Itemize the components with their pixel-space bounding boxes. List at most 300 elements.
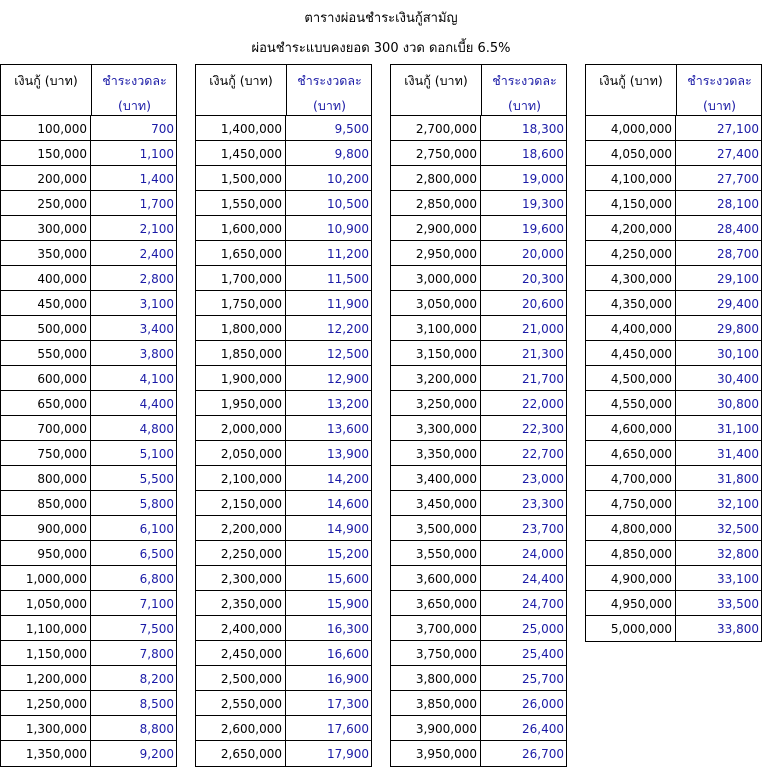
- table-row: [196, 116, 371, 141]
- payment-amount-cell: 29,100: [717, 272, 759, 286]
- loan-amount-cell: 4,300,000: [586, 266, 676, 290]
- payment-amount-cell: 14,900: [327, 522, 369, 536]
- table-row: [196, 291, 371, 316]
- loan-amount-cell: 2,950,000: [391, 241, 481, 265]
- table-row: [586, 116, 761, 141]
- table-row: [196, 666, 371, 691]
- payment-amount-cell: 10,200: [327, 172, 369, 186]
- table-row: [391, 316, 566, 341]
- payment-amount-cell: 26,700: [522, 747, 564, 761]
- table-row: [1, 366, 176, 391]
- table-row: [1, 641, 176, 666]
- loan-table-4: [585, 64, 762, 642]
- payment-amount-cell: 12,900: [327, 372, 369, 386]
- payment-amount-cell: 28,700: [717, 247, 759, 261]
- payment-amount-cell: 19,000: [522, 172, 564, 186]
- table-row: [391, 491, 566, 516]
- loan-amount-cell: 2,700,000: [391, 116, 481, 140]
- loan-amount-cell: 2,900,000: [391, 216, 481, 240]
- payment-amount-cell: 16,600: [327, 647, 369, 661]
- payment-amount-cell: 32,500: [717, 522, 759, 536]
- loan-amount-cell: 2,150,000: [196, 491, 286, 515]
- table-row: [1, 166, 176, 191]
- table-row: [586, 591, 761, 616]
- payment-amount-cell: 7,500: [139, 622, 174, 636]
- payment-amount-cell: 11,500: [327, 272, 369, 286]
- loan-amount-cell: 4,350,000: [586, 291, 676, 315]
- table-row: [586, 391, 761, 416]
- table-row: [196, 366, 371, 391]
- loan-amount-cell: 3,200,000: [391, 366, 481, 390]
- loan-amount-cell: 2,350,000: [196, 591, 286, 615]
- loan-amount-cell: 1,050,000: [1, 591, 91, 615]
- payment-amount-cell: 25,000: [522, 622, 564, 636]
- loan-amount-cell: 1,150,000: [1, 641, 91, 665]
- table-row: [1, 291, 176, 316]
- payment-unit-header: (บาท): [703, 98, 736, 113]
- table-row: [586, 416, 761, 441]
- payment-amount-cell: 20,600: [522, 297, 564, 311]
- loan-amount-cell: 150,000: [1, 141, 91, 165]
- table-row: [196, 641, 371, 666]
- payment-amount-cell: 9,500: [334, 122, 369, 136]
- payment-amount-cell: 30,800: [717, 397, 759, 411]
- table-row: [1, 441, 176, 466]
- loan-table-2: [195, 64, 372, 767]
- payment-amount-cell: 33,100: [717, 572, 759, 586]
- payment-amount-cell: 22,300: [522, 422, 564, 436]
- loan-amount-cell: 4,200,000: [586, 216, 676, 240]
- table-row: [1, 341, 176, 366]
- payment-amount-cell: 17,600: [327, 722, 369, 736]
- loan-amount-cell: 2,800,000: [391, 166, 481, 190]
- table-row: [586, 341, 761, 366]
- loan-amount-cell: 2,400,000: [196, 616, 286, 640]
- payment-header: ชำระงวดละ: [102, 73, 167, 88]
- table-row: [196, 391, 371, 416]
- payment-amount-cell: 1,700: [139, 197, 174, 211]
- payment-amount-cell: 13,600: [327, 422, 369, 436]
- table-row: [196, 491, 371, 516]
- payment-amount-cell: 7,100: [139, 597, 174, 611]
- payment-amount-cell: 6,500: [139, 547, 174, 561]
- loan-amount-cell: 750,000: [1, 441, 91, 465]
- payment-amount-cell: 13,200: [327, 397, 369, 411]
- table-row: [391, 366, 566, 391]
- table-row: [1, 566, 176, 591]
- payment-amount-cell: 30,400: [717, 372, 759, 386]
- payment-unit-header: (บาท): [508, 98, 541, 113]
- table-header: [391, 65, 566, 116]
- payment-amount-cell: 23,000: [522, 472, 564, 486]
- table-row: [391, 291, 566, 316]
- loan-amount-cell: 1,900,000: [196, 366, 286, 390]
- table-row: [1, 416, 176, 441]
- payment-header: ชำระงวดละ: [297, 73, 362, 88]
- payment-amount-cell: 22,700: [522, 447, 564, 461]
- loan-amount-cell: 3,950,000: [391, 741, 481, 766]
- table-row: [196, 316, 371, 341]
- table-row: [196, 466, 371, 491]
- payment-header: ชำระงวดละ: [687, 73, 752, 88]
- payment-amount-cell: 5,800: [139, 497, 174, 511]
- payment-amount-cell: 27,700: [717, 172, 759, 186]
- payment-amount-cell: 16,300: [327, 622, 369, 636]
- table-row: [586, 441, 761, 466]
- table-row: [586, 516, 761, 541]
- payment-amount-cell: 7,800: [139, 647, 174, 661]
- loan-amount-cell: 3,750,000: [391, 641, 481, 665]
- loan-amount-cell: 300,000: [1, 216, 91, 240]
- payment-amount-cell: 22,000: [522, 397, 564, 411]
- loan-amount-cell: 700,000: [1, 416, 91, 440]
- loan-amount-cell: 5,000,000: [586, 616, 676, 641]
- payment-amount-cell: 700: [151, 122, 174, 136]
- payment-amount-cell: 3,100: [139, 297, 174, 311]
- loan-amount-cell: 2,500,000: [196, 666, 286, 690]
- loan-amount-cell: 4,650,000: [586, 441, 676, 465]
- table-row: [391, 716, 566, 741]
- table-row: [391, 441, 566, 466]
- table-row: [586, 266, 761, 291]
- table-row: [586, 316, 761, 341]
- loan-amount-cell: 4,000,000: [586, 116, 676, 140]
- table-row: [196, 266, 371, 291]
- table-row: [391, 391, 566, 416]
- loan-amount-cell: 2,200,000: [196, 516, 286, 540]
- table-row: [196, 191, 371, 216]
- payment-amount-cell: 18,300: [522, 122, 564, 136]
- payment-amount-cell: 25,400: [522, 647, 564, 661]
- loan-amount-cell: 4,500,000: [586, 366, 676, 390]
- table-header: [196, 65, 371, 116]
- table-row: [391, 666, 566, 691]
- table-header: [586, 65, 761, 116]
- payment-amount-cell: 28,400: [717, 222, 759, 236]
- loan-amount-cell: 3,100,000: [391, 316, 481, 340]
- table-row: [196, 516, 371, 541]
- table-row: [1, 516, 176, 541]
- payment-amount-cell: 15,200: [327, 547, 369, 561]
- table-row: [1, 741, 176, 766]
- loan-amount-cell: 4,100,000: [586, 166, 676, 190]
- payment-amount-cell: 21,700: [522, 372, 564, 386]
- loan-amount-cell: 900,000: [1, 516, 91, 540]
- payment-amount-cell: 5,100: [139, 447, 174, 461]
- payment-amount-cell: 24,700: [522, 597, 564, 611]
- loan-amount-cell: 4,700,000: [586, 466, 676, 490]
- loan-amount-cell: 4,550,000: [586, 391, 676, 415]
- payment-amount-cell: 25,700: [522, 672, 564, 686]
- table-row: [1, 141, 176, 166]
- table-row: [586, 191, 761, 216]
- loan-amount-cell: 2,550,000: [196, 691, 286, 715]
- table-row: [1, 191, 176, 216]
- payment-amount-cell: 14,600: [327, 497, 369, 511]
- loan-amount-cell: 1,850,000: [196, 341, 286, 365]
- loan-amount-cell: 3,850,000: [391, 691, 481, 715]
- table-row: [196, 341, 371, 366]
- payment-unit-header: (บาท): [313, 98, 346, 113]
- payment-amount-cell: 6,100: [139, 522, 174, 536]
- table-row: [1, 666, 176, 691]
- payment-amount-cell: 33,500: [717, 597, 759, 611]
- loan-amount-cell: 4,900,000: [586, 566, 676, 590]
- page-subtitle: ผ่อนชำระแบบคงยอด 300 งวด ดอกเบี้ย 6.5%: [251, 41, 511, 56]
- payment-amount-cell: 8,500: [139, 697, 174, 711]
- loan-amount-cell: 3,650,000: [391, 591, 481, 615]
- loan-amount-cell: 4,600,000: [586, 416, 676, 440]
- loan-amount-cell: 2,600,000: [196, 716, 286, 740]
- loan-amount-cell: 350,000: [1, 241, 91, 265]
- table-row: [1, 316, 176, 341]
- loan-amount-cell: 3,050,000: [391, 291, 481, 315]
- loan-amount-cell: 2,300,000: [196, 566, 286, 590]
- payment-amount-cell: 1,400: [139, 172, 174, 186]
- payment-amount-cell: 31,800: [717, 472, 759, 486]
- payment-amount-cell: 4,100: [139, 372, 174, 386]
- payment-header: ชำระงวดละ: [492, 73, 557, 88]
- loan-amount-cell: 200,000: [1, 166, 91, 190]
- payment-amount-cell: 8,800: [139, 722, 174, 736]
- table-row: [196, 141, 371, 166]
- loan-amount-cell: 3,700,000: [391, 616, 481, 640]
- payment-amount-cell: 16,900: [327, 672, 369, 686]
- payment-amount-cell: 15,900: [327, 597, 369, 611]
- table-row: [196, 166, 371, 191]
- payment-amount-cell: 26,400: [522, 722, 564, 736]
- table-row: [391, 341, 566, 366]
- table-row: [1, 616, 176, 641]
- loan-amount-cell: 2,050,000: [196, 441, 286, 465]
- payment-amount-cell: 29,400: [717, 297, 759, 311]
- table-row: [1, 266, 176, 291]
- payment-amount-cell: 2,400: [139, 247, 174, 261]
- loan-amount-cell: 1,250,000: [1, 691, 91, 715]
- loan-header: เงินกู้ (บาท): [209, 73, 273, 88]
- table-row: [586, 216, 761, 241]
- payment-amount-cell: 24,400: [522, 572, 564, 586]
- loan-amount-cell: 1,650,000: [196, 241, 286, 265]
- table-row: [196, 566, 371, 591]
- table-row: [391, 741, 566, 766]
- table-row: [586, 616, 761, 641]
- loan-amount-cell: 3,450,000: [391, 491, 481, 515]
- table-row: [1, 391, 176, 416]
- loan-amount-cell: 2,650,000: [196, 741, 286, 766]
- loan-amount-cell: 1,300,000: [1, 716, 91, 740]
- loan-amount-cell: 600,000: [1, 366, 91, 390]
- table-row: [391, 116, 566, 141]
- table-row: [391, 266, 566, 291]
- loan-amount-cell: 3,000,000: [391, 266, 481, 290]
- table-row: [1, 241, 176, 266]
- table-row: [391, 566, 566, 591]
- payment-amount-cell: 27,100: [717, 122, 759, 136]
- loan-amount-cell: 1,400,000: [196, 116, 286, 140]
- loan-amount-cell: 4,150,000: [586, 191, 676, 215]
- payment-amount-cell: 24,000: [522, 547, 564, 561]
- table-row: [586, 566, 761, 591]
- table-row: [586, 491, 761, 516]
- table-row: [391, 541, 566, 566]
- payment-amount-cell: 2,100: [139, 222, 174, 236]
- loan-amount-cell: 950,000: [1, 541, 91, 565]
- payment-amount-cell: 17,300: [327, 697, 369, 711]
- loan-amount-cell: 2,450,000: [196, 641, 286, 665]
- table-row: [1, 691, 176, 716]
- payment-amount-cell: 4,800: [139, 422, 174, 436]
- payment-unit-header: (บาท): [118, 98, 151, 113]
- table-row: [586, 366, 761, 391]
- loan-amount-cell: 1,200,000: [1, 666, 91, 690]
- payment-amount-cell: 12,200: [327, 322, 369, 336]
- table-row: [586, 241, 761, 266]
- loan-amount-cell: 2,750,000: [391, 141, 481, 165]
- table-row: [391, 166, 566, 191]
- table-row: [391, 466, 566, 491]
- table-row: [586, 141, 761, 166]
- loan-amount-cell: 4,850,000: [586, 541, 676, 565]
- loan-amount-cell: 400,000: [1, 266, 91, 290]
- table-row: [196, 241, 371, 266]
- payment-amount-cell: 9,200: [139, 747, 174, 761]
- loan-amount-cell: 1,100,000: [1, 616, 91, 640]
- payment-amount-cell: 20,300: [522, 272, 564, 286]
- table-row: [586, 466, 761, 491]
- loan-amount-cell: 3,400,000: [391, 466, 481, 490]
- table-row: [1, 716, 176, 741]
- loan-amount-cell: 4,250,000: [586, 241, 676, 265]
- payment-amount-cell: 8,200: [139, 672, 174, 686]
- table-row: [391, 191, 566, 216]
- payment-amount-cell: 19,600: [522, 222, 564, 236]
- loan-amount-cell: 3,800,000: [391, 666, 481, 690]
- loan-table-3: [390, 64, 567, 767]
- payment-amount-cell: 5,500: [139, 472, 174, 486]
- loan-amount-cell: 4,750,000: [586, 491, 676, 515]
- table-row: [391, 691, 566, 716]
- loan-amount-cell: 4,400,000: [586, 316, 676, 340]
- loan-amount-cell: 1,500,000: [196, 166, 286, 190]
- table-row: [586, 541, 761, 566]
- loan-amount-cell: 1,550,000: [196, 191, 286, 215]
- payment-amount-cell: 31,400: [717, 447, 759, 461]
- payment-amount-cell: 32,100: [717, 497, 759, 511]
- table-row: [196, 441, 371, 466]
- payment-amount-cell: 12,500: [327, 347, 369, 361]
- table-row: [586, 166, 761, 191]
- table-row: [196, 741, 371, 766]
- loan-amount-cell: 250,000: [1, 191, 91, 215]
- loan-amount-cell: 3,300,000: [391, 416, 481, 440]
- table-row: [391, 641, 566, 666]
- loan-amount-cell: 1,950,000: [196, 391, 286, 415]
- payment-amount-cell: 31,100: [717, 422, 759, 436]
- table-row: [196, 541, 371, 566]
- loan-amount-cell: 1,000,000: [1, 566, 91, 590]
- loan-amount-cell: 3,250,000: [391, 391, 481, 415]
- payment-amount-cell: 28,100: [717, 197, 759, 211]
- payment-amount-cell: 30,100: [717, 347, 759, 361]
- table-row: [196, 691, 371, 716]
- payment-amount-cell: 15,600: [327, 572, 369, 586]
- payment-amount-cell: 27,400: [717, 147, 759, 161]
- loan-amount-cell: 2,850,000: [391, 191, 481, 215]
- table-row: [1, 591, 176, 616]
- payment-amount-cell: 21,300: [522, 347, 564, 361]
- loan-amount-cell: 550,000: [1, 341, 91, 365]
- loan-amount-cell: 100,000: [1, 116, 91, 140]
- table-row: [391, 216, 566, 241]
- payment-amount-cell: 32,800: [717, 547, 759, 561]
- payment-amount-cell: 9,800: [334, 147, 369, 161]
- loan-amount-cell: 3,600,000: [391, 566, 481, 590]
- page-title: ตารางผ่อนชำระเงินกู้สามัญ: [304, 11, 458, 26]
- payment-amount-cell: 18,600: [522, 147, 564, 161]
- loan-amount-cell: 3,500,000: [391, 516, 481, 540]
- loan-amount-cell: 500,000: [1, 316, 91, 340]
- payment-amount-cell: 29,800: [717, 322, 759, 336]
- table-row: [391, 141, 566, 166]
- payment-amount-cell: 33,800: [717, 622, 759, 636]
- payment-amount-cell: 19,300: [522, 197, 564, 211]
- payment-amount-cell: 23,300: [522, 497, 564, 511]
- payment-amount-cell: 14,200: [327, 472, 369, 486]
- loan-amount-cell: 4,800,000: [586, 516, 676, 540]
- payment-amount-cell: 10,900: [327, 222, 369, 236]
- loan-amount-cell: 1,600,000: [196, 216, 286, 240]
- loan-amount-cell: 4,950,000: [586, 591, 676, 615]
- table-row: [196, 591, 371, 616]
- table-row: [391, 241, 566, 266]
- loan-table-1: [0, 64, 177, 767]
- loan-amount-cell: 1,450,000: [196, 141, 286, 165]
- table-row: [391, 591, 566, 616]
- payment-amount-cell: 2,800: [139, 272, 174, 286]
- loan-amount-cell: 3,900,000: [391, 716, 481, 740]
- loan-amount-cell: 800,000: [1, 466, 91, 490]
- payment-amount-cell: 6,800: [139, 572, 174, 586]
- table-row: [196, 216, 371, 241]
- loan-amount-cell: 850,000: [1, 491, 91, 515]
- loan-amount-cell: 1,700,000: [196, 266, 286, 290]
- payment-amount-cell: 26,000: [522, 697, 564, 711]
- loan-amount-cell: 1,350,000: [1, 741, 91, 766]
- loan-amount-cell: 3,150,000: [391, 341, 481, 365]
- payment-amount-cell: 3,800: [139, 347, 174, 361]
- loan-amount-cell: 4,450,000: [586, 341, 676, 365]
- loan-amount-cell: 2,000,000: [196, 416, 286, 440]
- payment-amount-cell: 17,900: [327, 747, 369, 761]
- loan-header: เงินกู้ (บาท): [599, 73, 663, 88]
- payment-amount-cell: 11,900: [327, 297, 369, 311]
- table-row: [196, 416, 371, 441]
- loan-amount-cell: 1,750,000: [196, 291, 286, 315]
- payment-amount-cell: 4,400: [139, 397, 174, 411]
- table-row: [391, 616, 566, 641]
- payment-amount-cell: 3,400: [139, 322, 174, 336]
- table-row: [1, 216, 176, 241]
- table-row: [391, 516, 566, 541]
- table-row: [391, 416, 566, 441]
- payment-amount-cell: 11,200: [327, 247, 369, 261]
- loan-amount-cell: 1,800,000: [196, 316, 286, 340]
- loan-amount-cell: 4,050,000: [586, 141, 676, 165]
- payment-amount-cell: 13,900: [327, 447, 369, 461]
- table-header: [1, 65, 176, 116]
- loan-amount-cell: 2,100,000: [196, 466, 286, 490]
